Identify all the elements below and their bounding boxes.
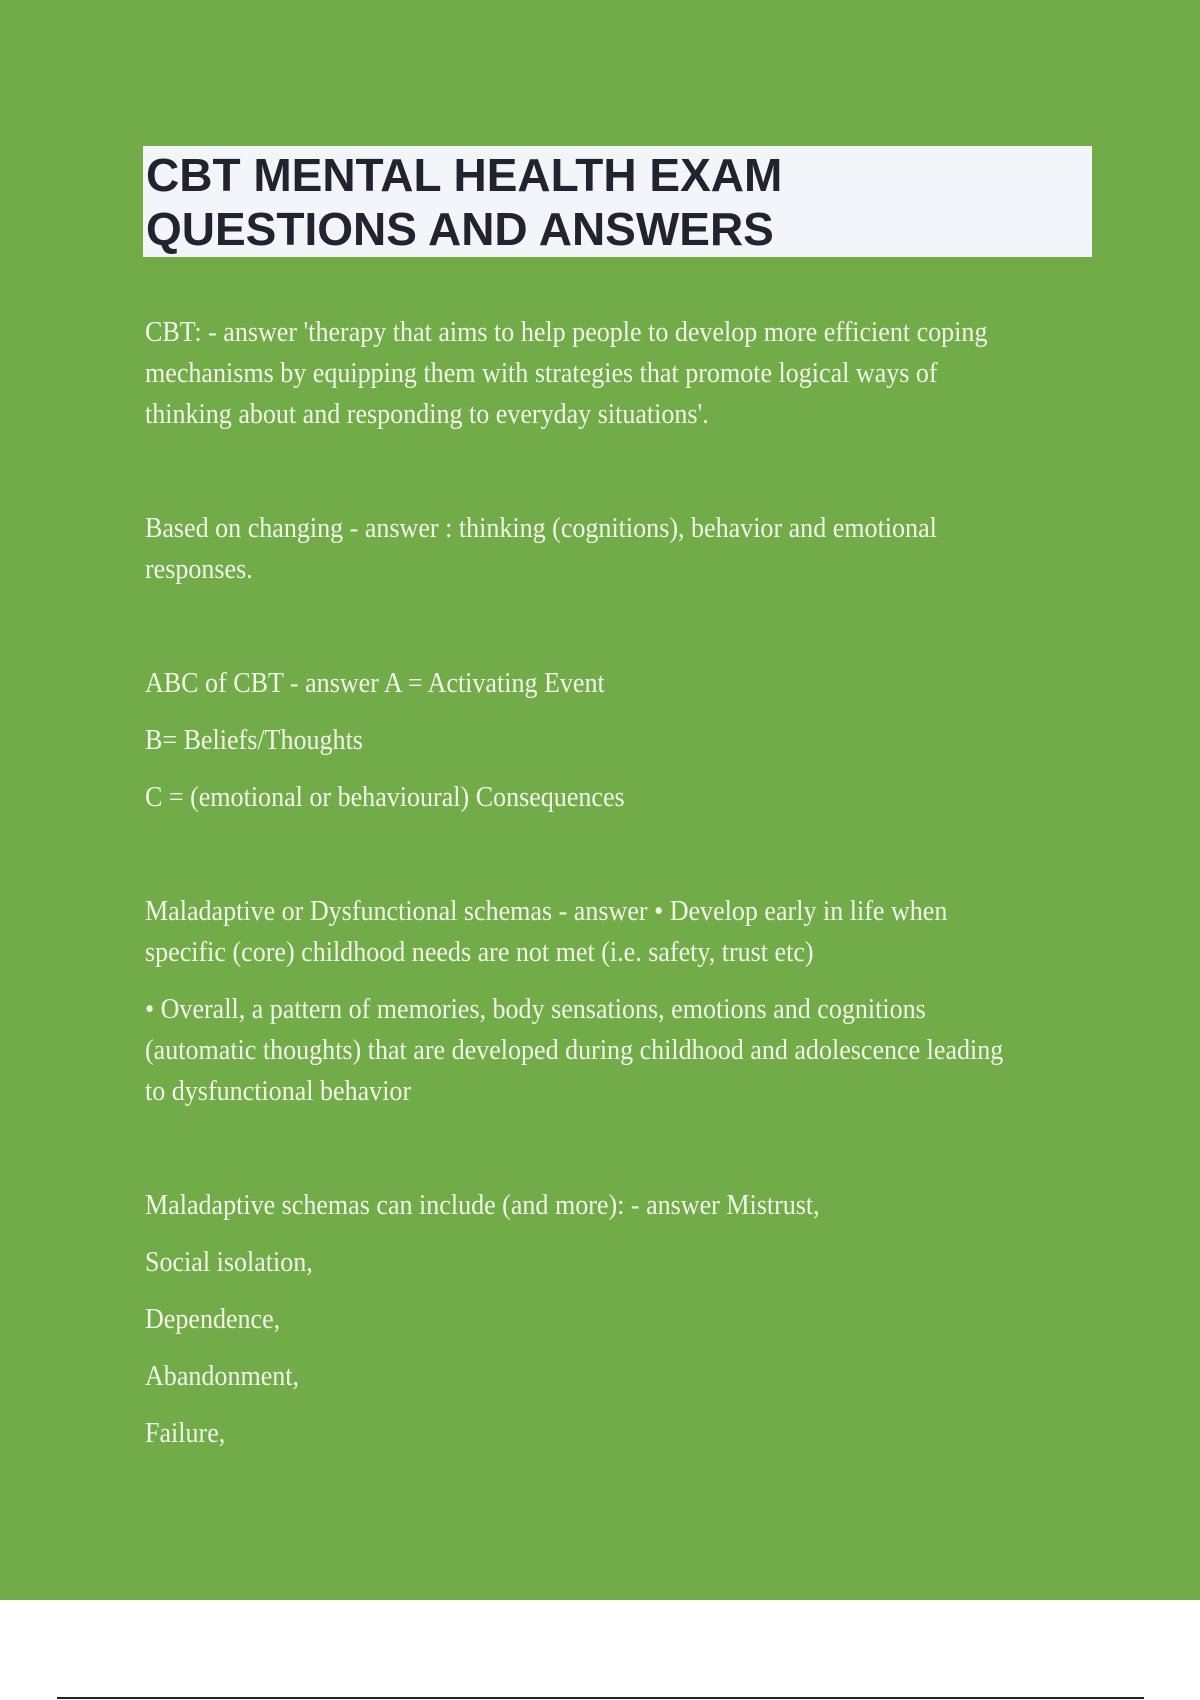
qa-abc-line-c: C = (emotional or behavioural) Consequences [145,782,625,813]
qa-schemas-point-2: • Overall, a pattern of memories, body sensations, emotions and cognitions (automatic thoughts) that are developed during childhood and adolescence leading to dysfunctional behavior [145,994,1004,1107]
qa-based-on-changing: Based on changing - answer : thinking (cognitions), behavior and emotional responses. [145,513,937,585]
qa-schemas-list-2: Social isolation, [145,1247,313,1278]
qa-schemas-list-3: Dependence, [145,1304,281,1335]
qa-abc-line-a: ABC of CBT - answer A = Activating Event [145,668,605,699]
qa-abc-line-b: B= Beliefs/Thoughts [145,725,363,756]
footer-divider [57,1697,1144,1699]
title-line-2: QUESTIONS AND ANSWERS [146,203,774,255]
qa-schemas-list-5: Failure, [145,1418,226,1449]
title-banner [143,146,1092,257]
qa-cbt-definition: CBT: - answer 'therapy that aims to help people to develop more efficient coping mechanisms by equipping them with strategies that promote logical ways of thinking about and responding to everyday situations'. [145,317,988,430]
title-line-1: CBT MENTAL HEALTH EXAM [146,149,783,201]
qa-content [145,312,1010,1454]
qa-schemas-point-1: Maladaptive or Dysfunctional schemas - answer • Develop early in life when specific (core) childhood needs are not met (i.e. safety, trust etc) [145,896,948,968]
qa-schemas-list-1: Maladaptive schemas can include (and more): - answer Mistrust, [145,1190,820,1221]
qa-schemas-list-4: Abandonment, [145,1361,300,1392]
